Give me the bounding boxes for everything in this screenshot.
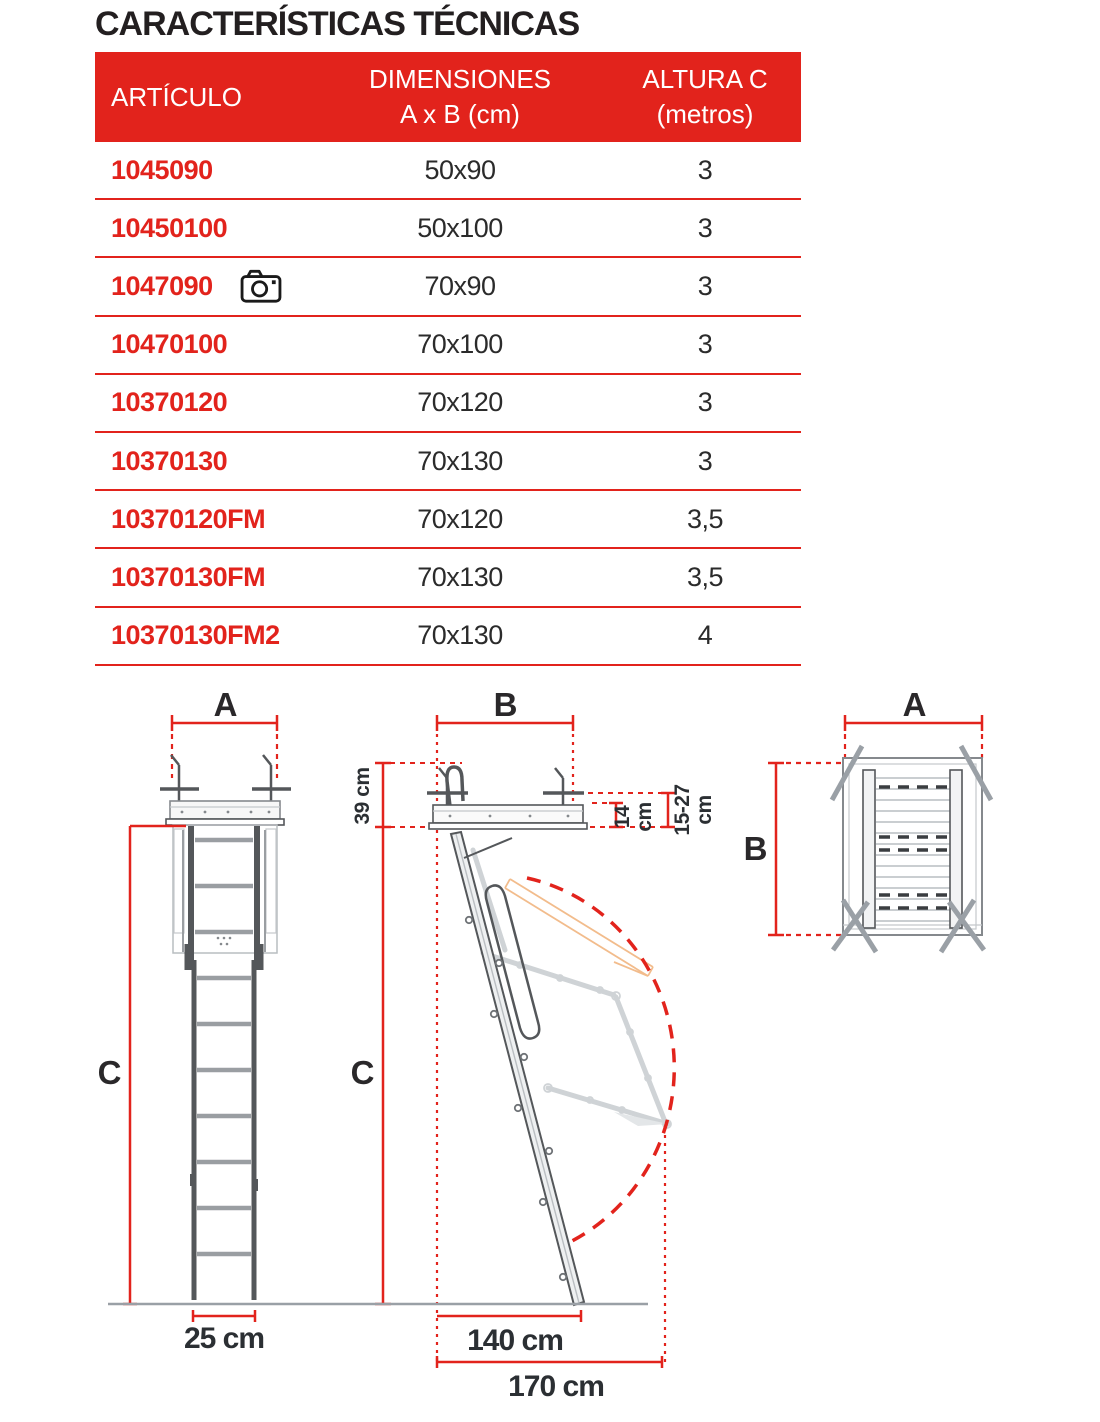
side-view-swing-radius-label: 170 cm [508, 1370, 604, 1403]
altura-cell: 3,5 [686, 503, 724, 534]
dimensiones-cell: 70x120 [417, 503, 503, 534]
front-view-base-width-label: 25 cm [183, 1322, 265, 1355]
column-header-altura-line2: (metros) [656, 99, 754, 129]
column-header-dimensiones-line2: A x B (cm) [400, 99, 520, 129]
articulo-value: 1045090 [111, 154, 213, 185]
dimensiones-cell: 70x120 [417, 387, 503, 418]
altura-cell: 3 [697, 154, 713, 185]
dimensiones-cell: 70x130 [417, 561, 503, 592]
articulo-value: 10450100 [111, 212, 228, 243]
dimensiones-cell: 70x130 [417, 620, 503, 651]
side-view-dim-b-label: B [493, 686, 517, 723]
side-view-frame-height-label: 15-27 cm [671, 784, 716, 836]
column-header-articulo: ARTÍCULO [111, 81, 242, 112]
column-header-altura-line1: ALTURA C [642, 64, 768, 94]
page-title: CARACTERÍSTICAS TÉCNICAS [95, 5, 580, 43]
dimensiones-cell: 70x90 [424, 270, 496, 301]
top-view-drawing [768, 715, 991, 952]
altura-cell: 3 [697, 387, 713, 418]
articulo-value: 10370130FM2 [111, 620, 280, 651]
dimensiones-cell: 70x130 [417, 445, 503, 476]
articulo-value: 10370130 [111, 445, 228, 476]
dimensiones-cell: 70x100 [417, 329, 503, 360]
dimensiones-cell: 50x90 [424, 154, 496, 185]
side-view-floor-reach-label: 140 cm [467, 1324, 563, 1357]
front-view-dim-c-label: C [97, 1054, 121, 1091]
articulo-value: 10470100 [111, 329, 228, 360]
top-view-dim-a-label: A [902, 686, 926, 723]
articulo-value: 10370130FM [111, 561, 266, 592]
altura-cell: 3 [697, 212, 713, 243]
side-view-door-thickness-label: 14 cm [611, 802, 656, 832]
altura-cell: 3,5 [686, 561, 724, 592]
front-view-drawing [123, 715, 291, 1322]
articulo-value: 1047090 [111, 270, 213, 301]
top-view-dim-b-label: B [743, 830, 767, 867]
front-view-dim-a-label: A [213, 686, 237, 723]
column-header-dimensiones-line1: DIMENSIONES [368, 64, 552, 94]
side-view-dim-c-label: C [350, 1054, 374, 1091]
altura-cell: 3 [697, 270, 713, 301]
altura-cell: 3 [697, 445, 713, 476]
side-view-header-height-label: 39 cm [351, 767, 374, 825]
altura-cell: 4 [697, 620, 713, 651]
dimensiones-cell: 50x100 [417, 212, 503, 243]
articulo-value: 10370120FM [111, 503, 266, 534]
articulo-value: 10370120 [111, 387, 228, 418]
altura-cell: 3 [697, 329, 713, 360]
